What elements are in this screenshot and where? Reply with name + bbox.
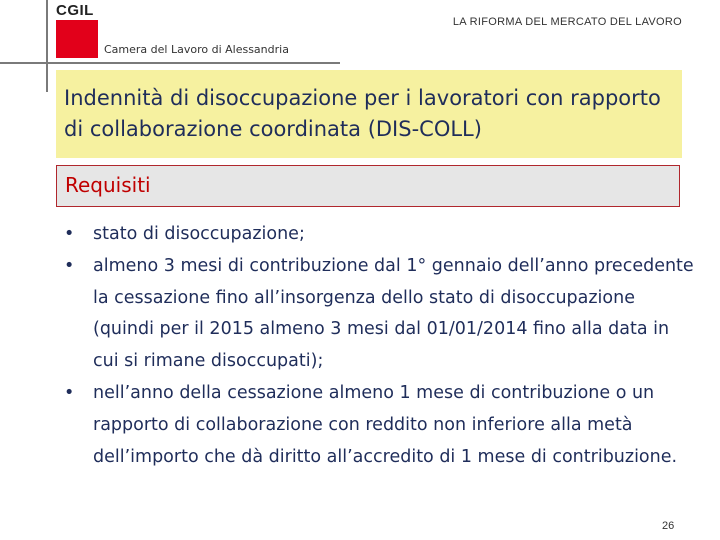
section-heading: Requisiti [65, 173, 151, 197]
list-item [64, 378, 694, 473]
logo-text: CGIL [56, 2, 94, 19]
slide-title: Indennità di disoccupazione per i lavoratori con rapporto di collaborazione coordinata (DIS-COLL) [64, 86, 661, 141]
logo-vertical-rule [46, 0, 48, 92]
bullet-icon: • [64, 255, 75, 276]
slide-title-box [56, 70, 682, 158]
list-item-text: almeno 3 mesi di contribuzione dal 1° gennaio dell’anno precedente la cessazione fino all’insorgenza dello stato di disoccupazione (quindi per il 2015 almeno 3 mesi dal 01/01/2014 fino alla data in cui si rimane disoccupati); [93, 255, 694, 372]
list-item [64, 251, 694, 378]
section-heading-box [56, 165, 680, 207]
requirements-list [64, 219, 694, 473]
organization-subtitle: Camera del Lavoro di Alessandria [104, 43, 289, 56]
page-number: 26 [662, 520, 675, 532]
presentation-title: LA RIFORMA DEL MERCATO DEL LAVORO [452, 16, 682, 28]
logo-horizontal-rule [0, 62, 340, 64]
bullet-icon: • [64, 224, 75, 244]
bullet-icon: • [64, 382, 75, 403]
list-item-text: stato di disoccupazione; [93, 224, 305, 244]
list-item-text: nell’anno della cessazione almeno 1 mese di contribuzione o un rapporto di collaborazione con reddito non inferiore alla metà dell’importo che dà diritto all’accredito di 1 mese di contribuzione. [93, 382, 678, 467]
list-item [64, 219, 694, 251]
logo-red-square [56, 20, 98, 58]
